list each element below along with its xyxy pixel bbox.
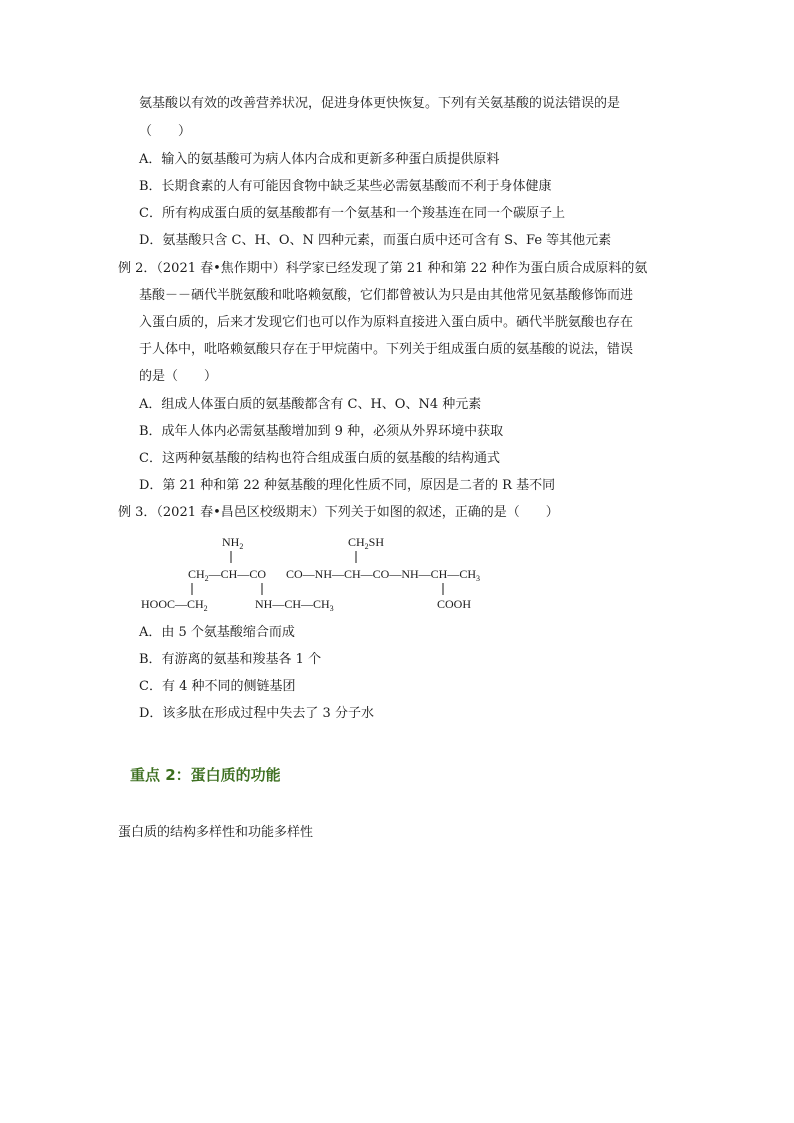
example2-option-b: B．成年人体内必需氨基酸增加到 9 种，必须从外界环境中获取 [139,424,504,439]
example1-stem: 氨基酸以有效的改善营养状况，促进身体更快恢复。下列有关氨基酸的说法错误的是 [139,96,621,111]
carboxyl-side-chain-label: $HOOC—CH_2$ [141,597,208,613]
example2-stem-line-4: 于人体中，吡咯赖氨酸只存在于甲烷菌中。下列关于组成蛋白质的氨基酸的说法，错误 [139,342,634,357]
example2-stem-line-2: 基酸－－硒代半胱氨酸和吡咯赖氨酸，它们都曾被认为只是由其他常见氨基酸修饰而进 [139,288,634,303]
example3-option-b: B．有游离的氨基和羧基各 1 个 [139,652,322,667]
example2-stem-line-3: 入蛋白质的，后来才发现它们也可以作为原料直接进入蛋白质中。硒代半胱氨酸也存在 [139,315,634,330]
section-body-text: 蛋白质的结构多样性和功能多样性 [118,825,314,840]
example3-option-a: A．由 5 个氨基酸缩合而成 [139,625,295,640]
example1-option-a: A．输入的氨基酸可为病人体内合成和更新多种蛋白质提供原料 [139,152,500,167]
example2-stem-line-5: 的是（ ） [139,369,218,384]
example1-answer-blank: （ ） [139,124,192,139]
example3-option-d: D．该多肽在形成过程中失去了 3 分子水 [139,706,374,721]
main-chain-left: $CH_2—CH—CO$ [188,567,267,583]
main-chain-right: $CO—NH—CH—CO—NH—CH—CH_3$ [286,567,481,583]
methyl-residue-label: $NH—CH—CH_3$ [255,597,334,613]
amino-group-label: $NH_2$ [222,535,244,551]
terminal-carboxyl-label: COOH [437,597,472,611]
thiol-side-chain-label: $CH_2SH$ [348,535,385,551]
example1-option-c: C．所有构成蛋白质的氨基酸都有一个氨基和一个羧基连在同一个碳原子上 [139,206,565,221]
example2-option-c: C．这两种氨基酸的结构也符合组成蛋白质的氨基酸的结构通式 [139,451,500,466]
example1-option-b: B．长期食素的人有可能因食物中缺乏某些必需氨基酸而不利于身体健康 [139,179,552,194]
example2-option-d: D．第 21 种和第 22 种氨基酸的理化性质不同，原因是二者的 R 基不同 [139,478,556,493]
example3-stem: 例 3．（2021 春•昌邑区校级期末）下列关于如图的叙述，正确的是（ ） [118,505,559,520]
example2-stem-line-1: 例 2．（2021 春•焦作期中）科学家已经发现了第 21 种和第 22 种作为蛋白质合成原料的氨 [118,261,648,276]
section-heading: 重点 2：蛋白质的功能 [130,766,281,784]
example2-option-a: A．组成人体蛋白质的氨基酸都含有 C、H、O、N4 种元素 [139,397,482,412]
example1-option-d: D．氨基酸只含 C、H、O、N 四种元素，而蛋白质中还可含有 S、Fe 等其他元素 [139,233,612,248]
example3-option-c: C．有 4 种不同的侧链基团 [139,679,296,694]
